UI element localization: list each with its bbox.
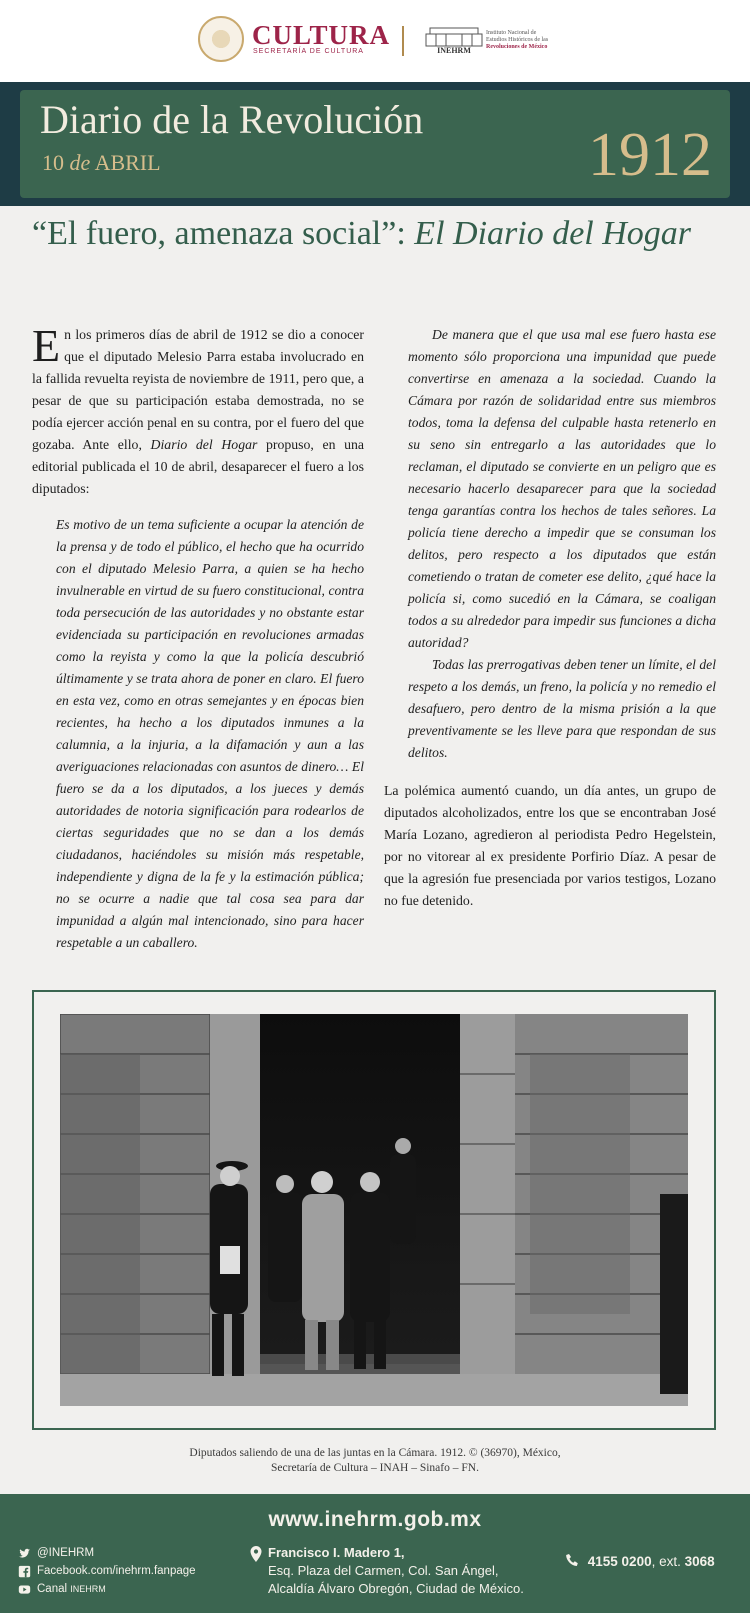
article-headline: “El fuero, amenaza social”: El Diario del Hogar <box>32 215 692 252</box>
location-pin-icon <box>250 1546 262 1562</box>
youtube-icon <box>18 1583 31 1596</box>
logo-divider <box>402 26 404 56</box>
title-banner-panel <box>20 90 730 198</box>
svg-text:INEHRM: INEHRM <box>437 46 471 54</box>
phone-number[interactable]: 4155 0200, ext. 3068 <box>566 1554 715 1569</box>
coat-of-arms-icon <box>198 16 244 62</box>
series-title: Diario de la Revolución <box>40 97 424 142</box>
footer <box>0 1494 750 1613</box>
title-banner <box>0 82 750 206</box>
intro-paragraph: En los primeros días de abril de 1912 se dio a conocer que el diputado Melesio Parra estaba involucrado en la fallida revuelta reyista de noviembre de 1911, pero que, a pesar de que su participación estaba demostrada, no se podía ejercer acción penal en su contra, por el fuero del que gozaba. Ante ello, Diario del Hogar propuso, en una editorial publicada el 10 de abril, desaparecer el fuero a los diputados: <box>32 320 364 496</box>
photo-caption: Diputados saliendo de una de las juntas en la Cámara. 1912. © (36970), México, Secretaría de Cultura – INAH – Sinafo – FN. <box>189 1447 561 1474</box>
drop-cap: E <box>32 320 61 371</box>
website-link[interactable]: www.inehrm.gob.mx <box>268 1508 482 1531</box>
cultura-logo: CULTURA <box>252 20 391 50</box>
top-header <box>0 0 750 82</box>
facebook-link[interactable]: Facebook.com/inehrm.fanpage <box>18 1562 196 1580</box>
editorial-quote-part-2: De manera que el que usa mal ese fuero hasta ese momento sólo proporciona una impunidad que puede convertirse en amenaza a la sociedad. Cuando la Cámara por razón de solidaridad entre sus miembros todos, toma la defensa del culpable hasta retenerlo en su seno sin entregarlo a las autoridades que lo reclaman, el diputado se convierte en un peligro que es necesario hacerlo desaparecer para que la sociedad tenga garantías contra los hechos de tales señores. La policía tiene derecho a impedir que se consuman los delitos, pero respecto a los diputados que están cometiendo o tratan de cometer ese delito, ¿qué hace la policía si, como sucedió en la Cámara, se coaligan todos a su alrededor para impedir sus funciones a dicha autoridad? Todas las prerrogativas deben tener un límite, el del respeto a los demás, un freno, la policía y no remedio el desafuero, pero dentro de la misma prisión a la que preventivamente se les lleve para que respondan de sus delitos. <box>408 327 716 760</box>
social-links <box>18 1544 196 1598</box>
address-block: Francisco I. Madero 1, Esq. Plaza del Carmen, Col. San Ángel, Alcaldía Álvaro Obregón, Ciudad de México. <box>250 1544 524 1598</box>
twitter-link[interactable]: @INEHRM <box>18 1544 196 1562</box>
cultura-subtitle: SECRETARÍA DE CULTURA <box>253 48 364 55</box>
twitter-icon <box>18 1547 31 1560</box>
inehrm-building-icon <box>424 26 484 54</box>
facebook-icon <box>18 1565 31 1578</box>
historical-photo <box>60 1014 688 1406</box>
inehrm-name: Instituto Nacional de Estudios Históricos de las Revoluciones de México <box>486 30 549 50</box>
phone-icon <box>566 1554 578 1568</box>
editorial-quote-part-1: Es motivo de un tema suficiente a ocupar la atención de la prensa y de todo el público, el hecho que ha ocurrido con el diputado Melesio Parra, a quien se ha hecho invulnerable en virtud de su fuero constitucional, contra toda persecución de las autoridades y no obstante estar evidenciada su participación en revoluciones armadas como la reyista y como la que la policía descubrió últimamente y se trata ahora de poner en claro. El fuero en esta vez, como en otras semejantes y en épocas bien recientes, ha hecho a los diputados inmunes a la calumnia, a la injuria, a la difamación y aun a las averiguaciones relacionadas con asuntos de dinero… El fuero se da a los diputados, a los jueces y demás autoridades de notoria significación para rodearlos de ciertas seguridades que no se dan a los demás ciudadanos, haciéndoles su misión más respetable, independiente y digna de la fe y la estimación pública; no se ocurre a nadie que tal cosa sea para dar impunidad a algún mal intencionado, sino para hacer respetable a un caballero. <box>56 517 364 950</box>
closing-paragraph: La polémica aumentó cuando, un día antes, un grupo de diputados alcoholizados, entre los que se encontraban José María Lozano, agredieron al periodista Pedro Hegelstein, por no vitorear al ex presidente Porfirio Díaz. A pesar de que la agresión fue presenciada por varios testigos, Lozano no fue detenido. <box>384 783 716 908</box>
date-label: 10 de ABRIL <box>42 150 161 175</box>
youtube-link[interactable]: Canal INEHRM <box>18 1580 196 1598</box>
year-label: 1912 <box>588 121 712 189</box>
photo-illustration <box>60 1014 688 1406</box>
